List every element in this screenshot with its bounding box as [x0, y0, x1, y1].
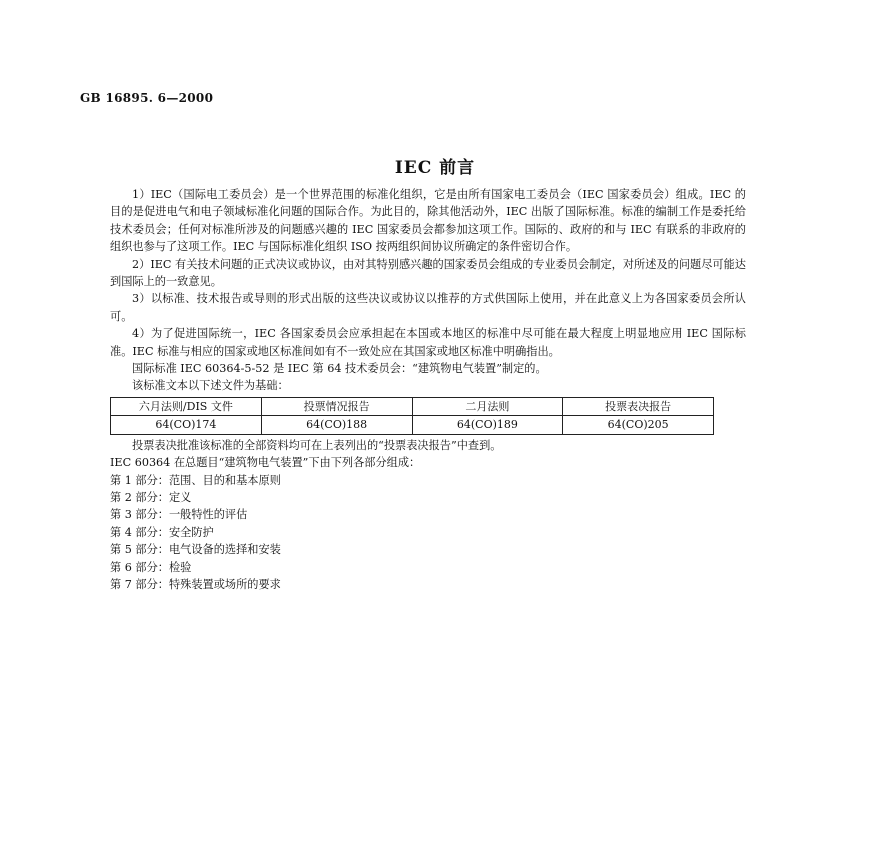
after-line-1: 投票表决批准该标准的全部资料均可在上表列出的“投票表决报告”中查到。 [132, 438, 502, 452]
table-row [111, 416, 714, 434]
table-header-cell: 六月法则/DIS 文件 [111, 397, 262, 415]
paragraph-3: 3）以标准、技术报告或导则的形式出版的这些决议或协议以推荐的方式供国际上使用，并在此意义上为各国家委员会所认可。 [110, 292, 746, 323]
table-header-cell: 投票表决报告 [563, 397, 714, 415]
after-line-2: IEC 60364 在总题目“建筑物电气装置”下由下列各部分组成： [110, 456, 421, 470]
table-cell: 64(CO)189 [412, 416, 563, 434]
paragraph-4: 4）为了促进国际统一，IEC 各国家委员会应承担起在本国或本地区的标准中尽可能在最大程度上明显地应用 IEC 国际标准。IEC 标准与相应的国家或地区标准间如有不一致处应在其国家或地区标准中明确指出。 [110, 327, 746, 358]
part-item: 第 6 部分：检验 [110, 560, 192, 574]
document-body [110, 186, 746, 593]
table-cell: 64(CO)174 [111, 416, 262, 434]
table-cell: 64(CO)188 [261, 416, 412, 434]
standard-code: GB 16895. 6—2000 [80, 91, 214, 105]
documents-table [110, 397, 714, 435]
paragraph-1: 1）IEC（国际电工委员会）是一个世界范围的标准化组织，它是由所有国家电工委员会（IEC 国家委员会）组成。IEC 的目的是促进电气和电子领域标准化问题的国际合作。为此目的，除其他活动外，IEC 出版了国际标准。标准的编制工作是委托给技术委员会；任何对标准所涉及的问题感兴趣的 IEC 国家委员会都参加这项工作。国际的、政府的和与 IEC 有联系的非政府的组织也参与了这项工作。IEC 与国际标准化组织 ISO 按两组织间协议所确定的条件密切合作。 [110, 188, 746, 254]
table-header-cell: 投票情况报告 [261, 397, 412, 415]
part-item: 第 4 部分：安全防护 [110, 525, 214, 539]
part-item: 第 1 部分：范围、目的和基本原则 [110, 473, 281, 487]
paragraph-2: 2）IEC 有关技术问题的正式决议或协议，由对其特别感兴趣的国家委员会组成的专业委员会制定，对所述及的问题尽可能达到国际上的一致意见。 [110, 257, 746, 289]
part-item: 第 3 部分：一般特性的评估 [110, 508, 248, 522]
page-title: IEC 前言 [394, 158, 476, 178]
table-header-cell: 二月法则 [412, 397, 563, 415]
part-item: 第 7 部分：特殊装置或场所的要求 [110, 577, 281, 591]
intro-line-1: 国际标准 IEC 60364-5-52 是 IEC 第 64 技术委员会：“建筑物电气装置”制定的。 [132, 362, 547, 376]
table-header-row [111, 397, 714, 415]
part-item: 第 2 部分：定义 [110, 490, 192, 504]
table-cell: 64(CO)205 [563, 416, 714, 434]
part-item: 第 5 部分：电气设备的选择和安装 [110, 543, 281, 557]
intro-line-2: 该标准文本以下述文件为基础： [132, 379, 289, 393]
